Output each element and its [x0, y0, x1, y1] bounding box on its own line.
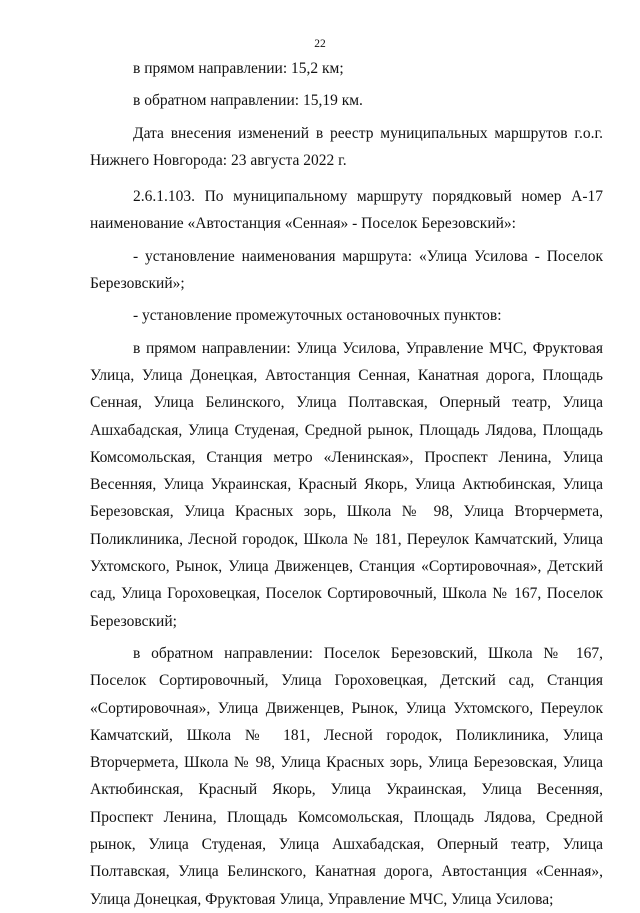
paragraph-route-a17: 2.6.1.103. По муниципальному маршруту порядковый номер А-17 наименование «Автостанция «Сенная» - Поселок Березовский»: [90, 188, 603, 233]
paragraph-registry-date: Дата внесения изменений в реестр муниципальных маршрутов г.о.г. Нижнего Новгорода: 23 августа 2022 г. [90, 124, 603, 169]
paragraph-stops-heading: - установление промежуточных остановочных пунктов: [133, 307, 502, 325]
paragraph-reverse-stops: в обратном направлении: Поселок Березовский, Школа № 167, Поселок Сортировочный, Улица Гороховецкая, Детский сад, Станция «Сортировочная», Улица Движенцев, Рынок, Улица Ухтомского, Переулок Камчатский, Школа № 181, Лесной городок, Поликлиника, Улица Вторчермета, Школа № 98, Улица Красных зорь, Улица Березовская, Улица Актюбинская, Красный Якорь, Улица Украинская, Улица Весенняя, Проспект Ленина, Площадь Комсомольская, Площадь Лядова, Средной рынок, Улица Студеная, Улица Ашхабадская, Оперный театр, Улица Полтавская, Улица Белинского, Канатная дорога, Автостанция «Сенная», Улица Донецкая, Фруктовая Улица, Управление МЧС, Улица Усилова; [90, 644, 603, 908]
paragraph-route-name: - установление наименования маршрута: «Улица Усилова - Поселок Березовский»; [90, 247, 603, 293]
paragraph-forward-stops: в прямом направлении: Улица Усилова, Управление МЧС, Фруктовая Улица, Улица Донецкая, Автостанция Сенная, Канатная дорога, Площадь Сенная, Улица Белинского, Улица Полтавская, Оперный театр, Улица Ашхабадская, Улица Студеная, Средной рынок, Площадь Лядова, Площадь Комсомольская, Станция метро «Ленинская», Проспект Ленина, Улица Весенняя, Улица Украинская, Красный Якорь, Улица Актюбинская, Улица Березовская, Улица Красных зорь, Школа № 98, Улица Вторчермета, Поликлиника, Лесной городок, Школа № 181, Переулок Камчатский, Улица Ухтомского, Рынок, Улица Движенцев, Станция «Сортировочная», Детский сад, Улица Гороховецкая, Поселок Сортировочный, Школа № 167, Поселок Березовский; [90, 339, 603, 630]
paragraph-reverse-distance: в обратном направлении: 15,19 км. [133, 92, 363, 110]
document-body [90, 55, 603, 913]
page-number: 22 [314, 38, 326, 50]
paragraph-forward-distance: в прямом направлении: 15,2 км; [133, 60, 344, 77]
